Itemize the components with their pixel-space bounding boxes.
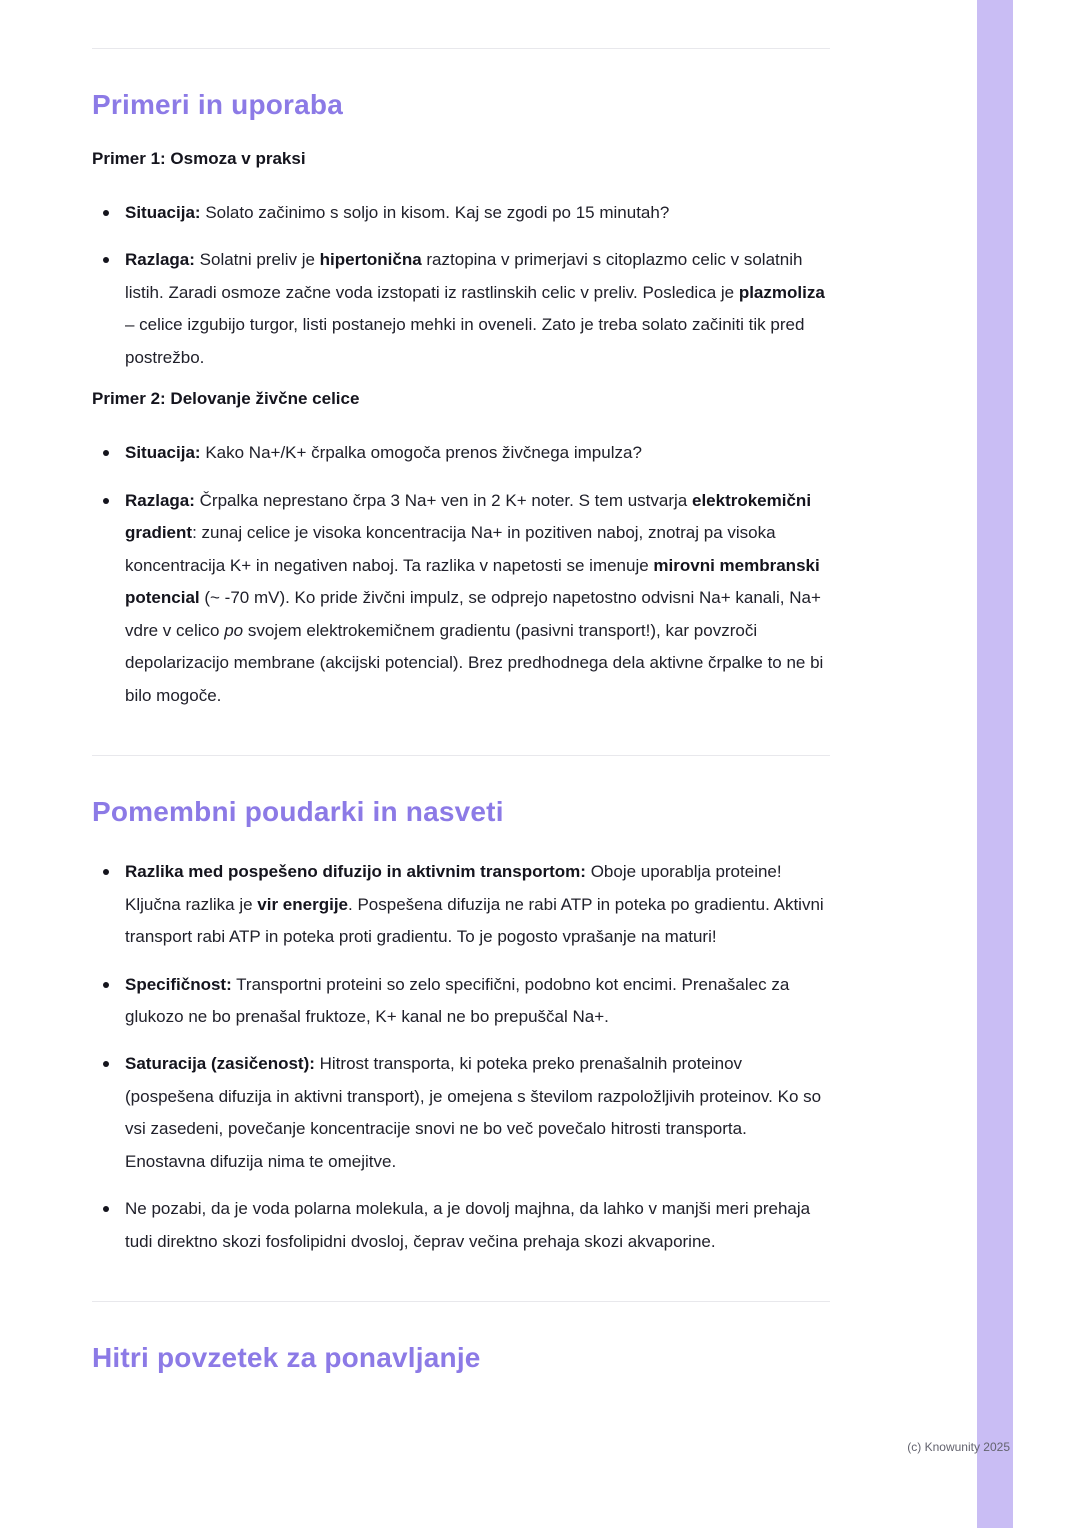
bullet-item (92, 485, 830, 712)
scrollbar-track[interactable] (977, 0, 1013, 1528)
text-segment: hipertonična (319, 250, 422, 270)
text-segment: mirovni membranski potencial (125, 555, 820, 608)
text-segment: svojem elektrokemičnem gradientu (pasivni transport!), kar povzroči depolarizacijo membrane (akcijski potencial). Brez predhodnega dela aktivne črpalke to ne bi bilo mogoče. (125, 620, 824, 705)
section-title-pomembni-poudarki: Pomembni poudarki in nasveti (92, 796, 504, 828)
section-divider (92, 1301, 830, 1302)
text-segment: plazmoliza (738, 282, 825, 302)
bullet-list (92, 197, 830, 374)
bullet-item (92, 197, 830, 229)
text-segment: Kako Na+/K+ črpalka omogoča prenos živčnega impulza? (200, 443, 642, 463)
text-segment: Situacija: (125, 443, 201, 463)
text-segment: Solatni preliv je (194, 250, 320, 270)
text-segment: vir energije (257, 894, 348, 914)
text-segment: Saturacija (zasičenost): (125, 1054, 315, 1074)
text-segment: raztopina v primerjavi s citoplazmo celic v solatnih listih. Zaradi osmoze začne voda izstopati iz rastlinskih celic v preliv. Posledica je (125, 250, 803, 302)
bullet-item (92, 244, 830, 374)
section-pomembni-poudarki (92, 755, 830, 1301)
copyright-notice: (c) Knowunity 2025 (907, 1440, 1010, 1454)
bullet-item (92, 437, 830, 469)
text-segment: po (224, 620, 244, 640)
bullet-item (92, 969, 830, 1034)
text-segment: Črpalka neprestano črpa 3 Na+ ven in 2 K+ noter. S tem ustvarja (194, 490, 692, 510)
text-segment: Situacija: (125, 203, 201, 222)
section-title-primeri-in-uporaba: Primeri in uporaba (92, 89, 343, 120)
text-segment: Specifičnost: (125, 974, 232, 994)
text-segment: : zunaj celice je visoka koncentracija Na+ in pozitiven naboj, znotraj pa visoka koncentracija K+ in negativen naboj. Ta razlika v napetosti se imenuje (125, 523, 776, 575)
text-segment: Transportni proteini so zelo specifični, podobno kot encimi. Prenašalec za glukozo ne bo prenašal fruktoze, K+ kanal ne bo prepuščal Na+. (125, 974, 790, 1026)
text-segment: Ne pozabi, da je voda polarna molekula, a je dovolj majhna, da lahko v manjši meri prehaja tudi direktno skozi fosfolipidni dvosloj, čeprav večina prehaja skozi akvaporine. (125, 1199, 811, 1251)
text-segment: Solato začinimo s soljo in kisom. Kaj se zgodi po 15 minutah? (200, 203, 670, 222)
text-segment: Razlaga: (125, 250, 195, 270)
text-segment: . Pospešena difuzija ne rabi ATP in poteka po gradientu. Aktivni transport rabi ATP in poteka proti gradientu. To je pogosto vprašanje na maturi! (125, 894, 824, 947)
section-primeri-in-uporaba (92, 48, 830, 755)
document-content (92, 0, 830, 1402)
text-segment: Razlika med pospešeno difuzijo in aktivnim transportom: (125, 862, 586, 882)
bullet-item (92, 1193, 830, 1258)
section-hitri-povzetek (92, 1301, 830, 1374)
subheading: Primer 2: Delovanje živčne celice (92, 389, 360, 409)
section-divider (92, 755, 830, 756)
subheading: Primer 1: Osmoza v praksi (92, 149, 306, 168)
text-segment: Razlaga: (125, 490, 195, 510)
bullet-item (92, 856, 830, 953)
section-title-hitri-povzetek: Hitri povzetek za ponavljanje (92, 1342, 481, 1374)
bullet-list (92, 437, 830, 712)
bullet-list (92, 856, 830, 1258)
text-segment: (~ -70 mV). Ko pride živčni impulz, se odprejo napetostno odvisni Na+ kanali, Na+ vdre v celico (125, 588, 821, 640)
text-segment: – celice izgubijo turgor, listi postanejo mehki in oveneli. Zato je treba solato začiniti tik pred postrežbo. (125, 315, 805, 367)
section-divider (92, 48, 830, 49)
text-segment: Oboje uporablja proteine! Ključna razlika je (125, 862, 782, 914)
text-segment: Hitrost transporta, ki poteka preko prenašalnih proteinov (pospešena difuzija in aktivni transport), je omejena s številom razpoložljivih proteinov. Ko so vsi zasedeni, povečanje koncentracije snovi ne bo več povečalo hitrosti transporta. Enostavna difuzija nima te omejitve. (125, 1054, 822, 1171)
bullet-item (92, 1048, 830, 1178)
text-segment: elektrokemični gradient (125, 490, 812, 543)
